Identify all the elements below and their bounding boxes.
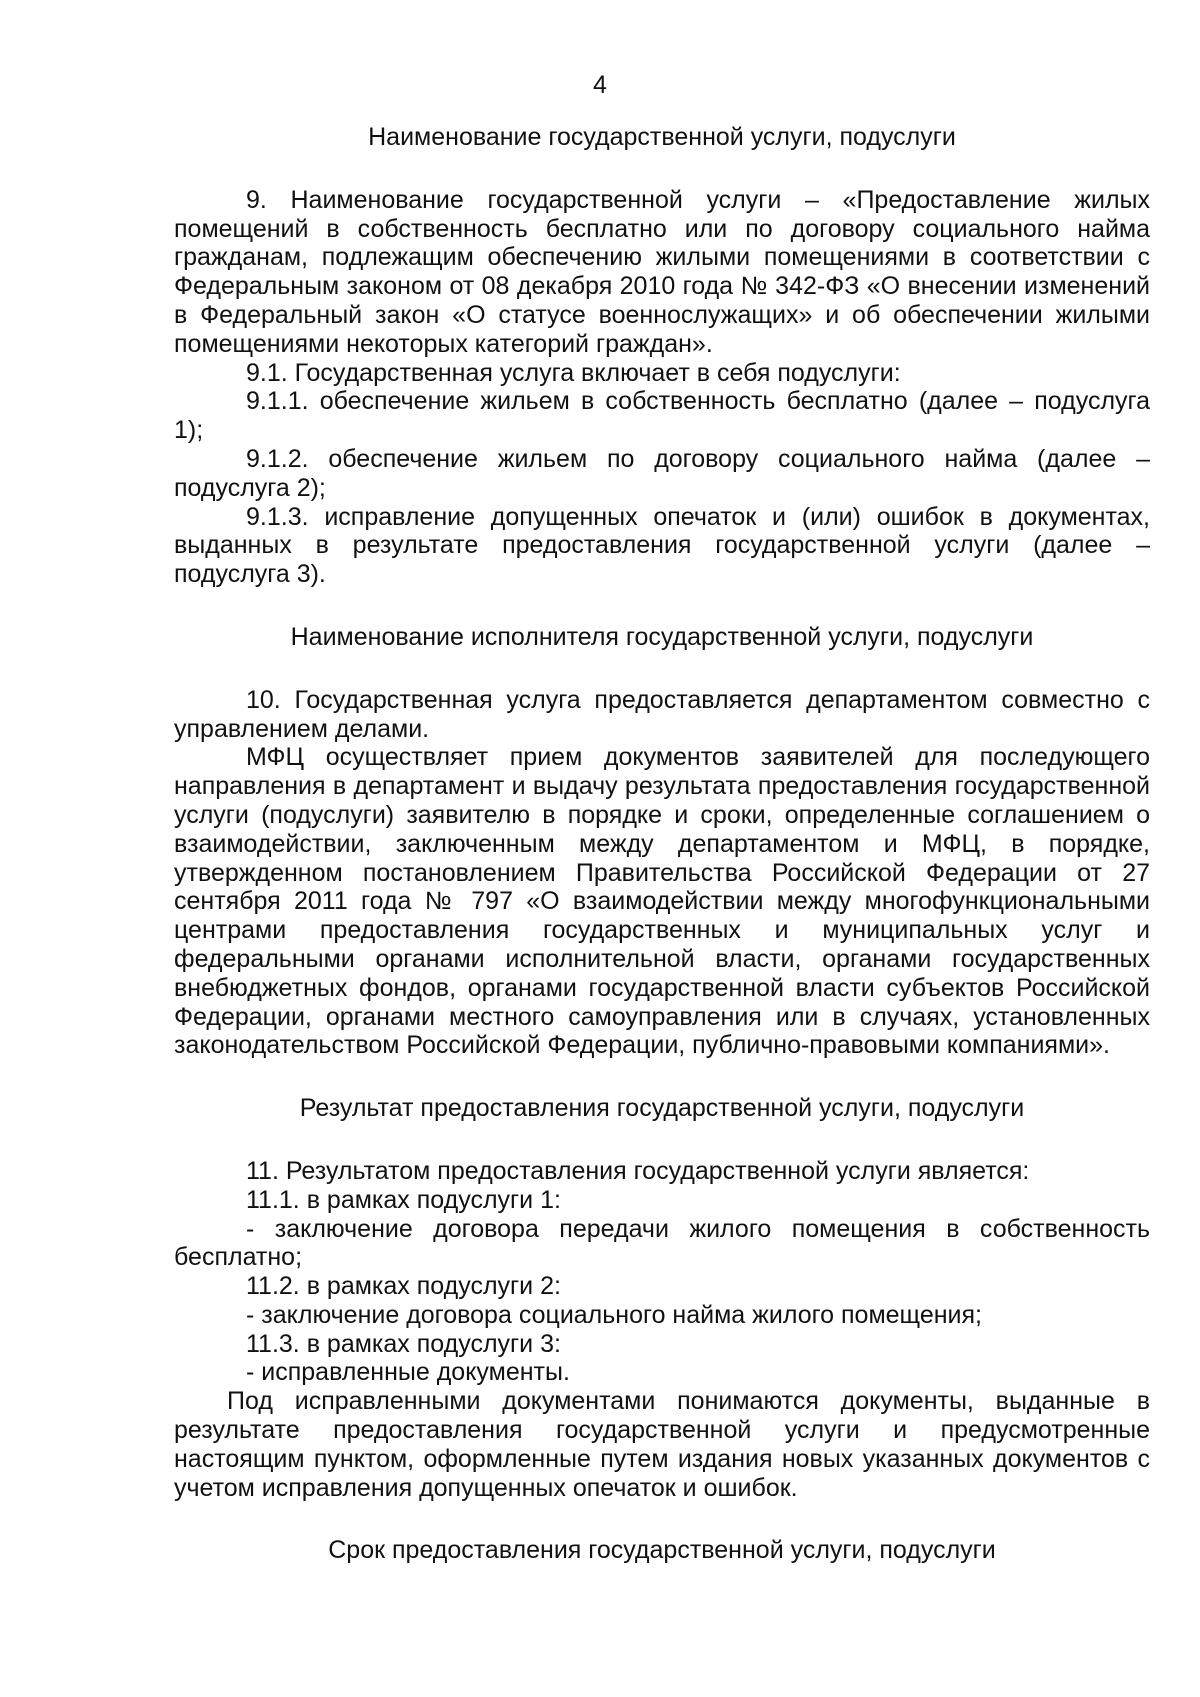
paragraph: 11. Результатом предоставления государственной услуги является: xyxy=(246,1156,1030,1185)
paragraph: 9.1.3. исправление допущенных опечаток и (или) ошибок в документах, выданных в результате предоставления государственной услуги (далее – подуслуга 3). xyxy=(174,502,1150,589)
section-heading: Срок предоставления государственной услуги, подуслуги xyxy=(328,1536,996,1565)
paragraph: - исправленные документы. xyxy=(246,1358,570,1387)
paragraph: 9.1.1. обеспечение жильем в собственность бесплатно (далее – подуслуга 1); xyxy=(174,387,1150,445)
paragraph: - заключение договора передачи жилого помещения в собственность бесплатно; xyxy=(174,1214,1150,1272)
section-heading: Наименование государственной услуги, подуслуги xyxy=(368,123,956,151)
paragraph: 9. Наименование государственной услуги – «Предоставление жилых помещений в собственность бесплатно или по договору социального найма гражданам, подлежащим обеспечению жилыми помещениями в соответствии с Федеральным законом от 08 декабря 2010 года № 342-ФЗ «О внесении изменений в Федеральный закон «О статусе военнослужащих» и об обеспечении жилыми помещениями некоторых категорий граждан». xyxy=(174,185,1150,358)
paragraph: МФЦ осуществляет прием документов заявителей для последующего направления в департамент и выдачу результата предоставления государственной услуги (подуслуги) заявителю в порядке и сроки, определенные соглашением о взаимодействии, заключенным между департаментом и МФЦ, в порядке, утвержденном постановлением Правительства Российской Федерации от 27 сентября 2011 года № 797 «О взаимодействии между многофункциональными центрами предоставления государственных и муниципальных услуг и федеральными органами исполнительной власти, органами государственных внебюджетных фондов, органами государственной власти субъектов Российской Федерации, органами местного самоуправления или в случаях, установленных законодательством Российской Федерации, публично-правовыми компаниями». xyxy=(174,743,1150,1060)
paragraph: 9.1. Государственная услуга включает в себя подуслуги: xyxy=(246,358,901,387)
page-number: 4 xyxy=(593,71,607,99)
section-heading: Наименование исполнителя государственной услуги, подуслуги xyxy=(290,622,1034,651)
section-heading: Результат предоставления государственной услуги, подуслуги xyxy=(299,1094,1025,1123)
paragraph: Под исправленными документами понимаются документы, выданные в результате предоставления государственной услуги и предусмотренные настоящим пунктом, оформленные путем издания новых указанных документов с учетом исправления допущенных опечаток и ошибок. xyxy=(174,1387,1150,1502)
document-body xyxy=(174,117,1150,1565)
paragraph: 11.3. в рамках подуслуги 3: xyxy=(246,1329,561,1358)
paragraph: 9.1.2. обеспечение жильем по договору социального найма (далее – подуслуга 2); xyxy=(174,444,1150,502)
paragraph: 11.2. в рамках подуслуги 2: xyxy=(246,1272,561,1301)
paragraph: 10. Государственная услуга предоставляется департаментом совместно с управлением делами. xyxy=(174,685,1150,743)
paragraph: - заключение договора социального найма жилого помещения; xyxy=(246,1300,982,1329)
paragraph: 11.1. в рамках подуслуги 1: xyxy=(246,1185,561,1214)
